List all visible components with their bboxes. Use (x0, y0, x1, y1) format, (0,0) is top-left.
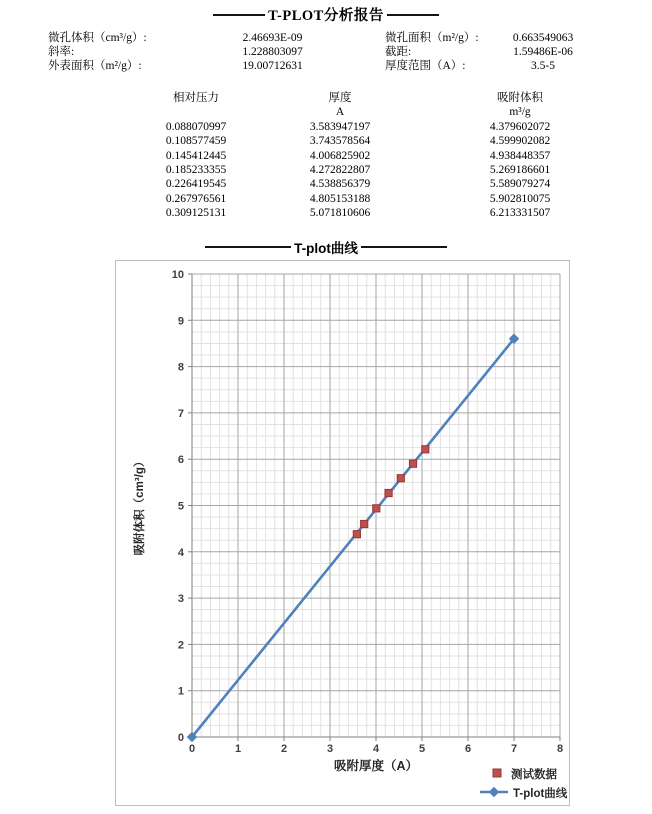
table-cell: 0.108577459 (165, 135, 227, 148)
param-label: 微孔体积（cm³/g）: (48, 32, 147, 44)
param-value: 2.46693E-09 (242, 32, 303, 44)
column-unit (121, 105, 271, 119)
table-cell: 4.006825902 (309, 149, 371, 162)
chart-section-title: T-plot曲线 (294, 241, 358, 256)
table-cell: 5.902810075 (489, 192, 551, 205)
table-cell: 3.583947197 (309, 120, 371, 133)
param-label: 外表面积（m²/g）: (48, 60, 142, 72)
table-column (121, 91, 271, 221)
param-value: 1.228803097 (242, 46, 303, 58)
table-column (445, 91, 595, 221)
param-row (0, 31, 652, 45)
table-cell: 0.088070997 (165, 120, 227, 133)
legend-label-line: T-plot曲线 (513, 788, 568, 800)
param-value: 1.59486E-06 (513, 46, 573, 58)
t-plot-chart (116, 261, 569, 805)
param-label: 截距: (385, 46, 412, 58)
param-row (0, 45, 652, 59)
y-tick-label: 4 (177, 546, 184, 559)
y-axis-title: 吸附体积（cm³/g） (134, 455, 146, 556)
data-point-square (385, 489, 392, 496)
table-cell: 0.185233355 (165, 163, 227, 176)
table-cell: 0.145412445 (165, 149, 227, 162)
table-cell: 0.226419545 (165, 178, 227, 191)
param-row (0, 59, 652, 73)
report-title: T-PLOT分析报告 (268, 8, 384, 24)
table-cell: 5.269186601 (489, 163, 551, 176)
x-tick-label: 5 (418, 743, 426, 755)
y-tick-label: 3 (177, 593, 184, 606)
table-cell: 4.538856379 (309, 178, 371, 191)
chart-title-block (0, 237, 652, 257)
x-tick-label: 3 (326, 743, 334, 755)
data-point-square (409, 460, 416, 467)
t-plot-chart-frame (115, 260, 570, 806)
x-tick-label: 7 (510, 743, 518, 755)
y-tick-label: 2 (177, 639, 184, 652)
data-point-square (373, 505, 380, 512)
x-tick-label: 1 (234, 743, 242, 755)
column-header: 厚度 (328, 92, 352, 104)
param-value: 0.663549063 (512, 32, 574, 44)
legend-diamond-marker (490, 788, 499, 797)
param-value: 3.5-5 (531, 60, 555, 72)
legend-label-scatter: 测试数据 (511, 769, 557, 781)
data-point-square (397, 475, 404, 482)
report-title-block (0, 4, 652, 25)
x-tick-label: 6 (464, 743, 472, 755)
y-tick-label: 5 (177, 500, 184, 513)
y-tick-label: 0 (177, 732, 184, 744)
param-value: 19.00712631 (242, 60, 303, 72)
table-cell: 4.938448357 (489, 149, 551, 162)
legend-square-marker (493, 769, 501, 777)
table-cell: 5.589079274 (489, 178, 551, 191)
title-rule-left (213, 14, 265, 16)
table-cell: 4.272822807 (309, 163, 371, 176)
y-tick-label: 9 (177, 315, 184, 328)
table-cell: 0.267976561 (165, 192, 227, 205)
column-header: 相对压力 (173, 92, 219, 104)
chart-title-rule-left (205, 246, 291, 248)
table-cell: 4.599902082 (489, 135, 551, 148)
y-tick-label: 7 (177, 407, 184, 420)
table-cell: 3.743578564 (309, 135, 371, 148)
x-tick-label: 4 (372, 743, 380, 755)
data-point-square (361, 520, 368, 527)
column-unit: m³/g (509, 106, 531, 119)
data-point-square (353, 531, 360, 538)
table-cell: 6.213331507 (489, 207, 551, 220)
table-column (265, 91, 415, 221)
y-tick-label: 10 (171, 269, 184, 281)
x-axis-title: 吸附厚度（A） (333, 759, 419, 773)
table-cell: 5.071810606 (309, 207, 371, 220)
x-tick-label: 8 (556, 743, 564, 755)
y-tick-label: 8 (177, 361, 184, 374)
table-cell: 4.805153188 (309, 192, 371, 205)
param-label: 微孔面积（m²/g）: (385, 32, 479, 44)
param-label: 厚度范围（A）: (385, 60, 466, 72)
column-header: 吸附体积 (497, 92, 543, 104)
chart-title-rule-right (361, 246, 447, 248)
table-cell: 0.309125131 (165, 207, 227, 220)
title-rule-right (387, 14, 439, 16)
y-tick-label: 1 (177, 685, 184, 698)
data-point-square (422, 446, 429, 453)
x-tick-label: 2 (280, 743, 288, 755)
x-tick-label: 0 (188, 743, 196, 755)
table-cell: 4.379602072 (489, 120, 551, 133)
y-tick-label: 6 (177, 454, 184, 467)
column-unit: A (335, 106, 345, 119)
param-label: 斜率: (48, 46, 75, 58)
parameters-section (0, 31, 652, 73)
